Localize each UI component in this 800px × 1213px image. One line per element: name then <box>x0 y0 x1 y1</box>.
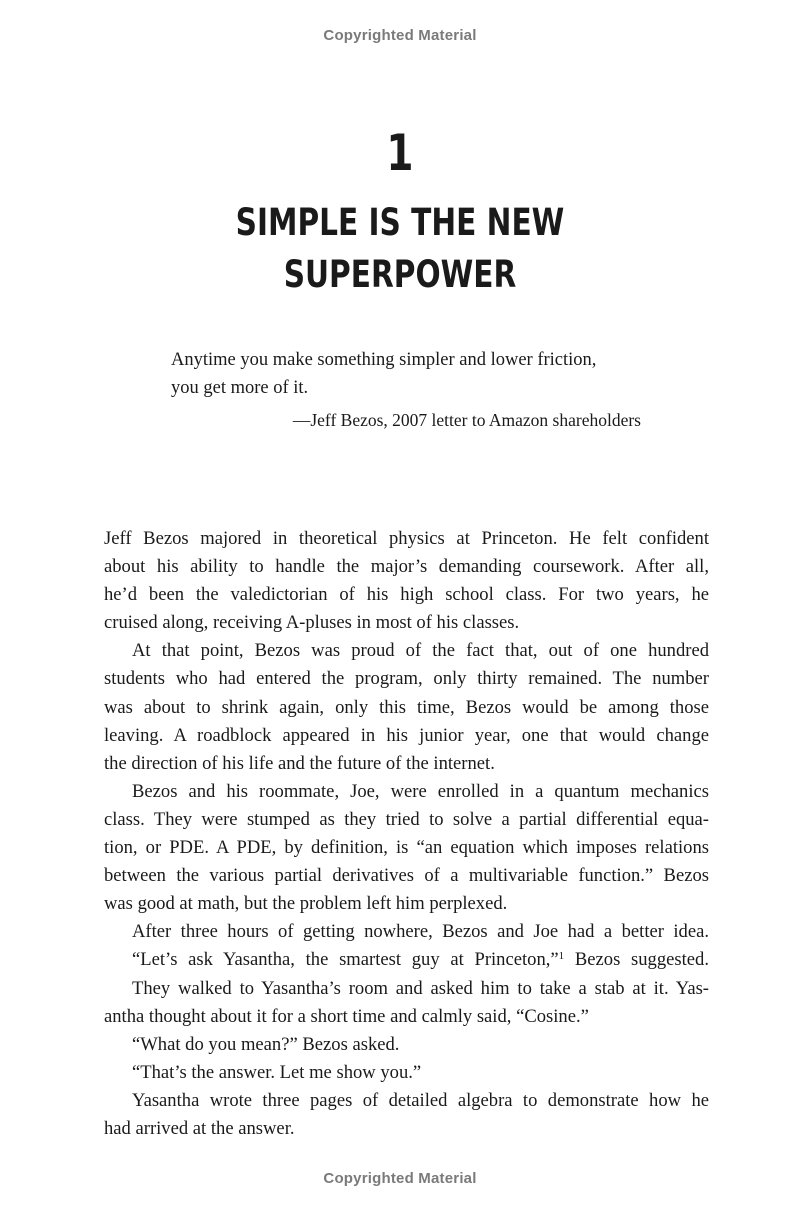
body-line: “That’s the answer. Let me show you.” <box>132 1061 422 1083</box>
watermark-top: Copyrighted Material <box>323 27 477 44</box>
body-line: was about to shrink again, only this time, Bezos would be among those <box>104 696 709 718</box>
body-line: antha thought about it for a short time and calmly said, “Cosine.” <box>104 1005 589 1027</box>
watermark-bottom: Copyrighted Material <box>323 1170 477 1187</box>
body-line: After three hours of getting nowhere, Bezos and Joe had a better idea. <box>132 921 709 943</box>
epigraph-line-2: you get more of it. <box>171 378 309 398</box>
body-line-with-footnote <box>104 946 709 974</box>
body-line: was good at math, but the problem left him perplexed. <box>104 893 508 915</box>
chapter-number: 1 <box>386 124 414 182</box>
chapter-title-line-2: SUPERPOWER <box>283 253 517 296</box>
body-line: class. They were stumped as they tried to solve a partial differential equa- <box>104 808 709 830</box>
body-line: Jeff Bezos majored in theoretical physics at Princeton. He felt confident <box>104 528 709 549</box>
epigraph-attribution: —Jeff Bezos, 2007 letter to Amazon shareholders <box>292 410 641 430</box>
body-line: had arrived at the answer. <box>104 1117 295 1139</box>
body-line: about his ability to handle the major’s demanding coursework. After all, <box>104 556 709 578</box>
footnote-ref[interactable]: 1 <box>558 950 565 963</box>
body-line: Bezos and his roommate, Joe, were enrolled in a quantum mechanics <box>132 780 709 802</box>
body-line-tail: Bezos suggested. <box>564 949 710 971</box>
body-line: tion, or PDE. A PDE, by definition, is “an equation which imposes relations <box>104 837 709 859</box>
body-line-text: “Let’s ask Yasantha, the smartest guy at Princeton,” <box>132 949 559 971</box>
body-line: students who had entered the program, only thirty remained. The number <box>104 668 709 690</box>
body-line: the direction of his life and the future of the internet. <box>104 752 495 774</box>
body-line: Yasantha wrote three pages of detailed algebra to demonstrate how he <box>132 1089 709 1111</box>
body-line: At that point, Bezos was proud of the fact that, out of one hundred <box>132 640 709 662</box>
body-line: “What do you mean?” Bezos asked. <box>132 1033 400 1055</box>
chapter-title-line-1: SIMPLE IS THE NEW <box>235 201 565 244</box>
body-text <box>104 525 709 1143</box>
epigraph-line-1: Anytime you make something simpler and lower friction, <box>171 350 597 370</box>
body-line: he’d been the valedictorian of his high school class. For two years, he <box>104 584 709 606</box>
body-line: between the various partial derivatives of a multivariable function.” Bezos <box>104 865 709 887</box>
body-line: They walked to Yasantha’s room and asked him to take a stab at it. Yas- <box>132 977 709 999</box>
body-line: cruised along, receiving A-pluses in most of his classes. <box>104 612 520 634</box>
body-line: leaving. A roadblock appeared in his junior year, one that would change <box>104 724 709 746</box>
